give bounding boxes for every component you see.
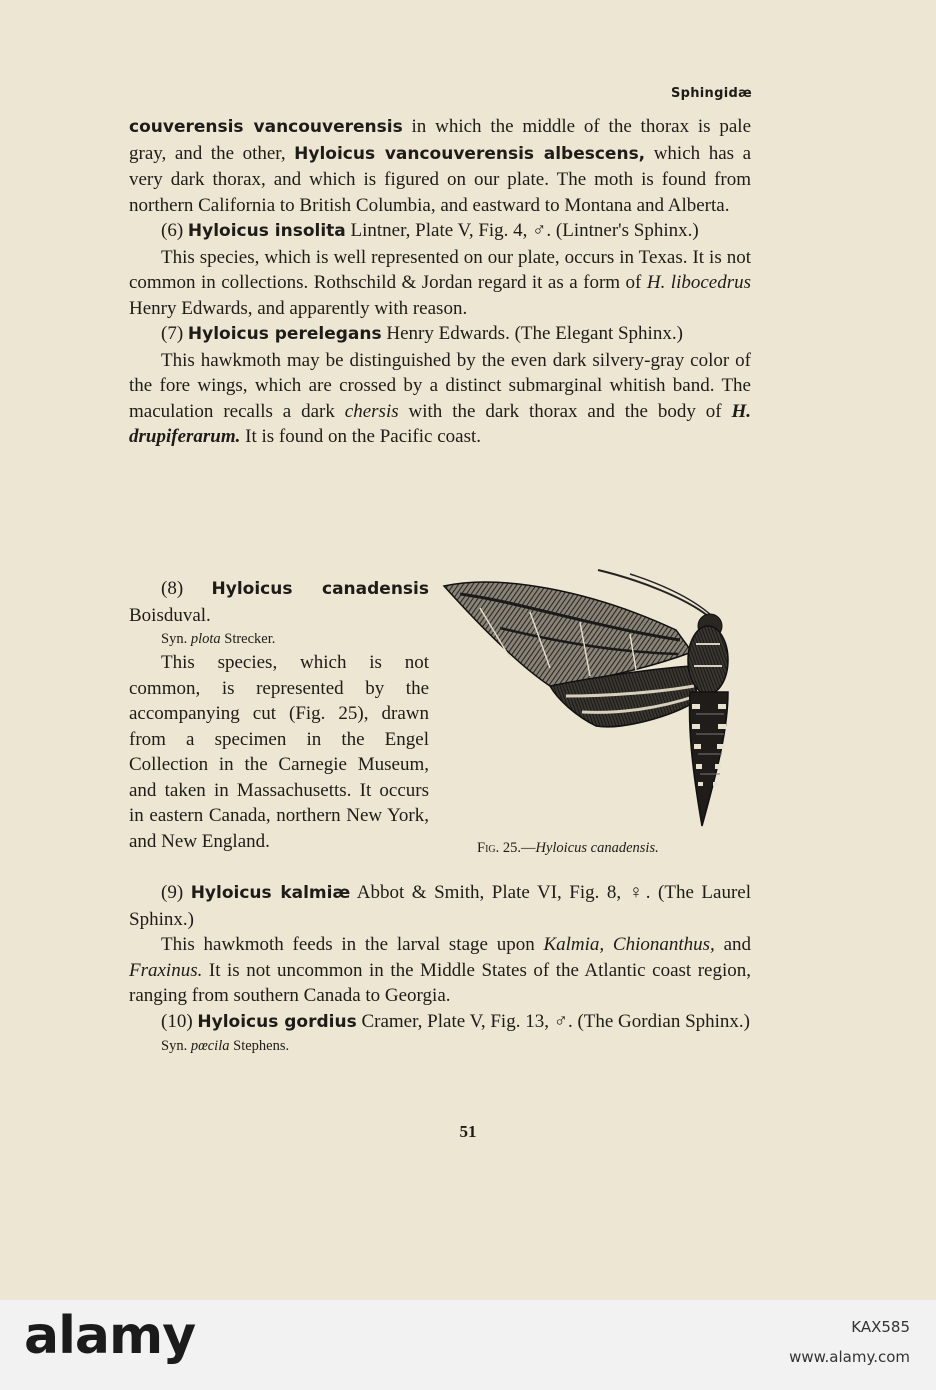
moth-icon	[440, 568, 750, 830]
entry-9-heading: (9) Hyloicus kalmiæ Abbot & Smith, Plate VI, Fig. 8, ♀. (The Laurel Sphinx.)	[129, 882, 751, 930]
watermark-url: www.alamy.com	[789, 1348, 910, 1366]
entry-10-heading: (10) Hyloicus gordius Cramer, Plate V, Fig. 13, ♂. (The Gordian Sphinx.)	[161, 1010, 750, 1032]
entry-9-description: This hawkmoth feeds in the larval stage upon Kalmia, Chionanthus, and Fraxinus. It is not uncommon in the Middle States of the Atlantic coast region, ranging from southern Canada to Georgia.	[129, 934, 752, 1006]
figure-caption: Fig. 25.—Hyloicus canadensis.	[477, 840, 659, 856]
entry-6-description: This species, which is well represented on our plate, occurs in Texas. It is not common in collections. Rothschild & Jordan regard it as a form of H. libocedrus Henry Edwards, and apparently with reason.	[129, 246, 751, 319]
entry-10-synonym: Syn. pœcila Stephens.	[161, 1038, 290, 1054]
entry-8-heading: (8) Hyloicus canadensis Boisduval.	[129, 578, 429, 626]
paragraph-continuation: couverensis vancouverensis in which the middle of the thorax is pale gray, and the other, Hyloicus vancouverensis albescens, which has a very dark thorax, and which is figured on our plate. The moth is found from northern California to British Columbia, and eastward to Montana and Alberta.	[129, 116, 752, 216]
watermark-image-id: KAX585	[851, 1318, 910, 1336]
body-text-column	[129, 576, 429, 854]
entry-8-description: This species, which is not common, is represented by the accompanying cut (Fig. 25), drawn from a specimen in the Engel Collection in the Carnegie Museum, and taken in Massachusetts. It occurs in eastern Canada, northern New York, and New England.	[129, 652, 429, 852]
entry-7-description: This hawkmoth may be distinguished by the even dark silvery-gray color of the fore wings, which are crossed by a distinct submarginal whitish band. The maculation recalls a dark chersis with the dark thorax and the body of H. drupiferarum. It is found on the Pacific coast.	[129, 349, 752, 447]
page-number: 51	[459, 1122, 477, 1141]
running-head: Sphingidæ	[670, 86, 752, 101]
entry-8-synonym: Syn. plota Strecker.	[161, 631, 276, 647]
watermark-logo: alamy	[24, 1306, 196, 1366]
figure-25-moth-illustration	[440, 568, 750, 830]
entry-7-heading: (7) Hyloicus perelegans Henry Edwards. (The Elegant Sphinx.)	[161, 323, 683, 344]
body-text-bottom	[129, 880, 751, 1057]
entry-6-heading: (6) Hyloicus insolita Lintner, Plate V, Fig. 4, ♂. (Lintner's Sphinx.)	[161, 220, 699, 241]
body-text-top	[129, 114, 751, 450]
